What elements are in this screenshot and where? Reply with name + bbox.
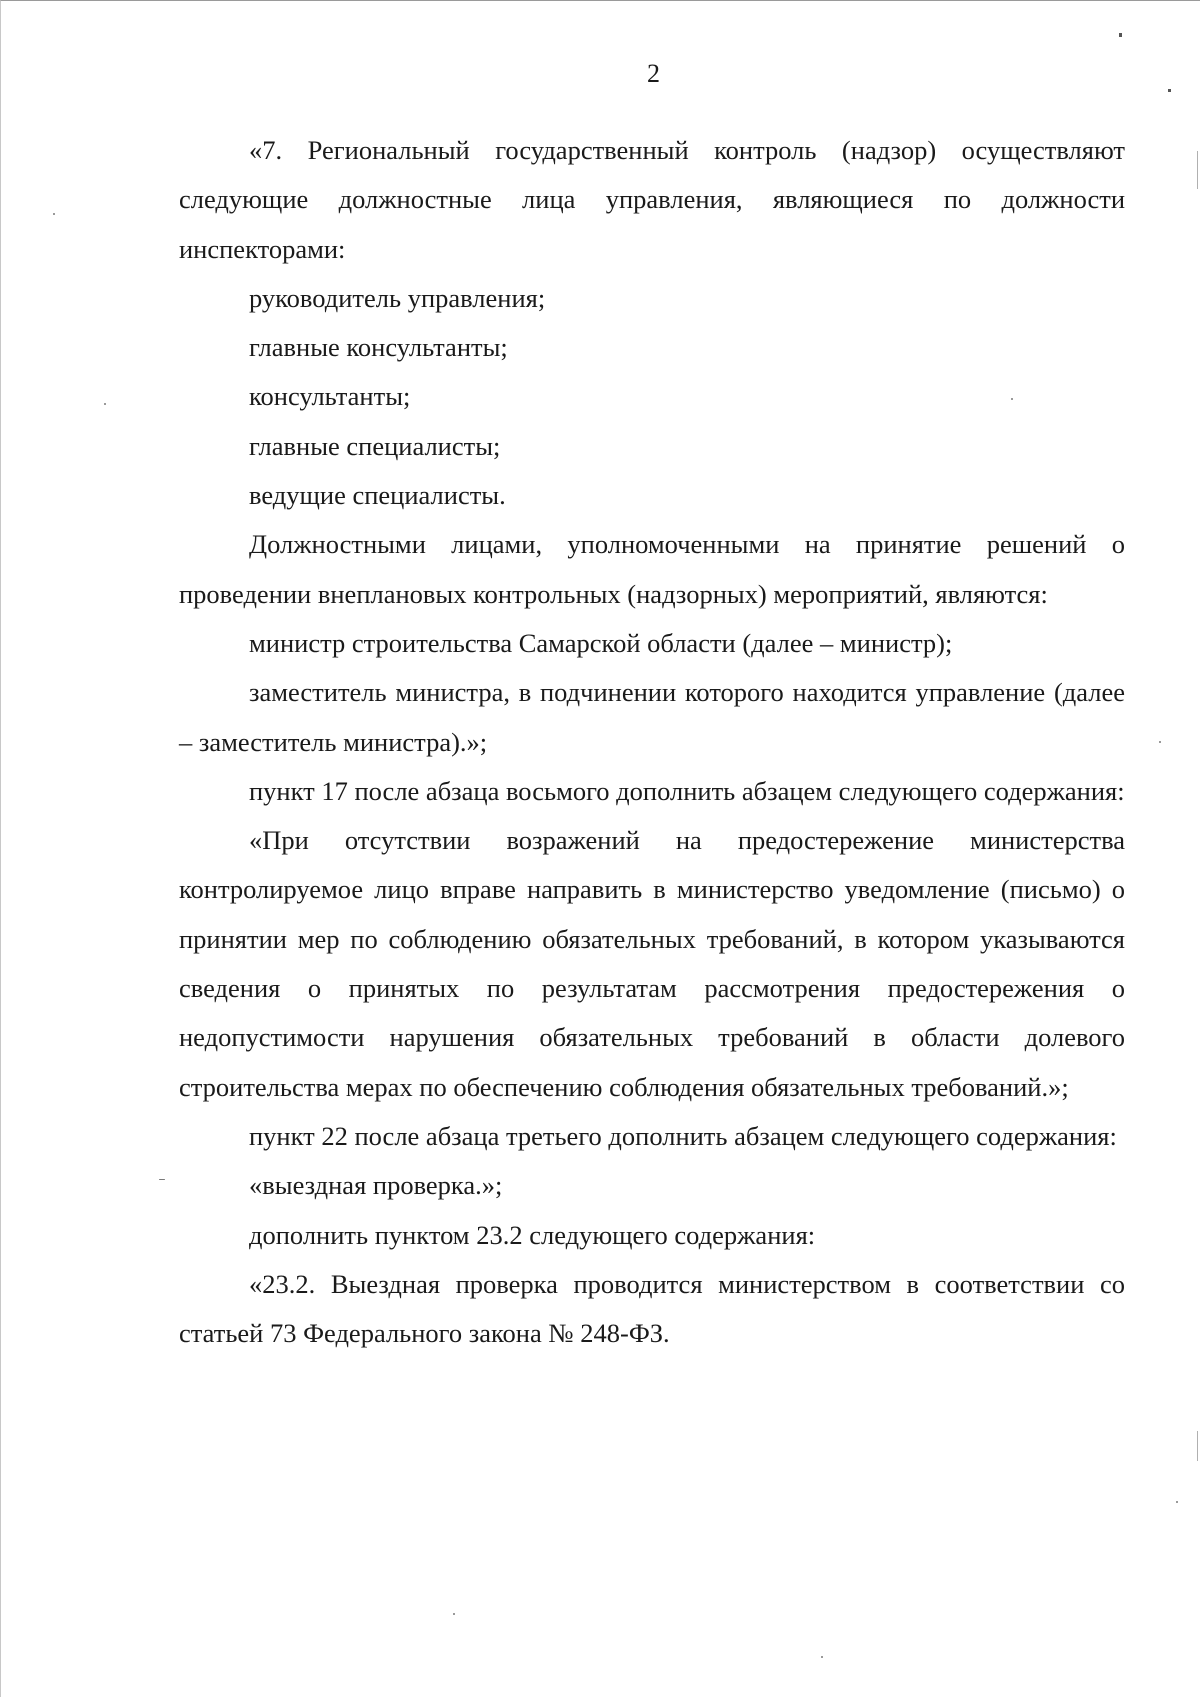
list-item-consultants: консультанты; (249, 381, 411, 412)
document-body (179, 126, 1125, 1358)
scan-mark-top-right (1119, 33, 1122, 37)
paragraph-item-23-2: «23.2. Выездная проверка проводится министерством в соответствии со статьей 73 Федерального закона № 248-ФЗ. (179, 1268, 1125, 1349)
scan-speck (104, 403, 106, 405)
scan-mark-right-edge (1197, 151, 1198, 189)
scan-mark-right-edge-lower (1197, 1431, 1198, 1461)
scan-mark-right-upper (1168, 89, 1171, 92)
paragraph-inspectors: «7. Региональный государственный контроль (надзор) осуществляют следующие должностные лица управления, являющиеся по должности инспекторами: (179, 135, 1125, 264)
list-item-minister: министр строительства Самарской области (далее – министр); (249, 627, 953, 658)
scan-speck (159, 1179, 165, 1180)
list-item-head: руководитель управления; (249, 282, 546, 313)
paragraph-warning-notice: «При отсутствии возражений на предостережение министерства контролируемое лицо вправе направить в министерство уведомление (письмо) о принятии мер по соблюдению обязательных требований, в котором указываются сведения о принятых по результатам рассмотрения предостережения о недопустимости нарушения обязательных требований в области долевого строительства мерах по обеспечению соблюдения обязательных требований.»; (179, 825, 1125, 1102)
scan-speck (1159, 741, 1161, 743)
scan-speck (453, 1613, 455, 1615)
scan-speck (1011, 398, 1013, 400)
page-number: 2 (647, 59, 660, 88)
paragraph-add-item-23-2: дополнить пунктом 23.2 следующего содержания: (249, 1219, 816, 1250)
scan-speck (53, 213, 55, 215)
paragraph-authorized-officials: Должностными лицами, уполномоченными на принятие решений о проведении внеплановых контрольных (надзорных) мероприятий, являются: (179, 529, 1125, 609)
scan-speck (821, 1656, 823, 1658)
list-item-leading-specialists: ведущие специалисты. (249, 480, 506, 511)
paragraph-item-17: пункт 17 после абзаца восьмого дополнить абзацем следующего содержания: (249, 775, 1125, 806)
list-item-chief-consultants: главные консультанты; (249, 332, 508, 363)
paragraph-onsite-inspection: «выездная проверка.»; (249, 1170, 503, 1201)
list-item-deputy-minister: заместитель министра, в подчинении которого находится управление (далее – заместитель министра).»; (179, 677, 1125, 757)
paragraph-item-22: пункт 22 после абзаца третьего дополнить абзацем следующего содержания: (249, 1120, 1117, 1151)
scan-speck (1176, 1501, 1178, 1503)
list-item-chief-specialists: главные специалисты; (249, 430, 501, 461)
